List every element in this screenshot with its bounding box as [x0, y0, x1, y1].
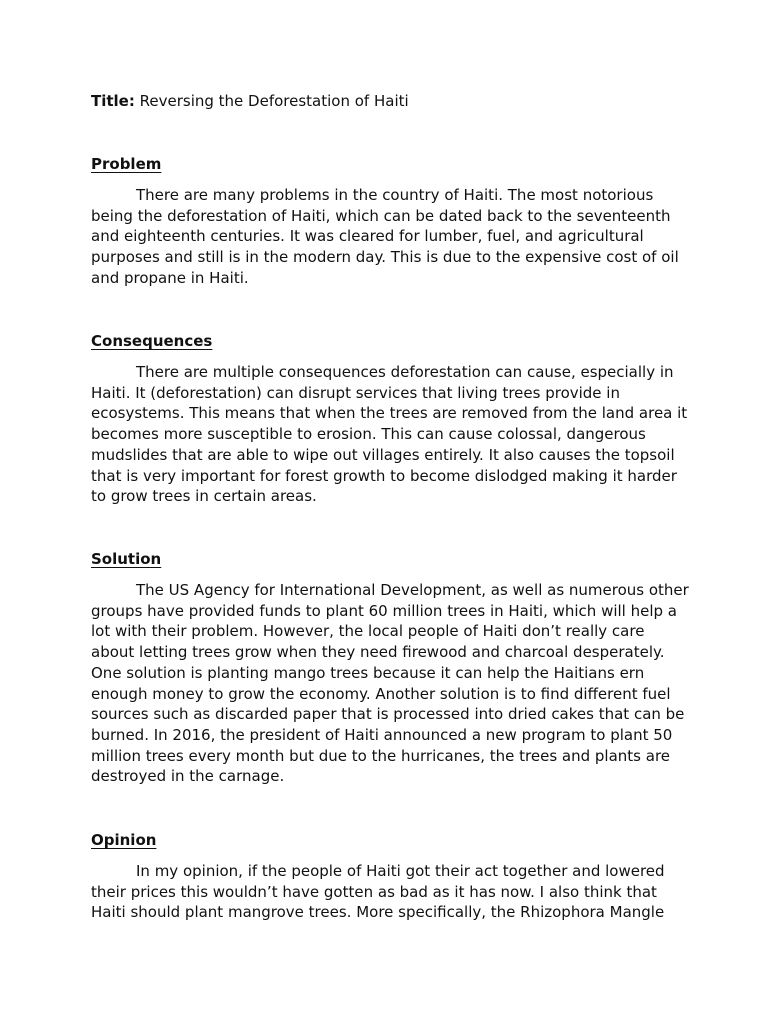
document-page	[91, 91, 691, 922]
document-title	[91, 91, 691, 112]
section-problem	[91, 154, 691, 289]
section-body-consequences: There are multiple consequences deforestation can cause, especially in Haiti. It (deforestation) can disrupt services that living trees provide in ecosystems. This means that when the trees are removed from the land area it becomes more susceptible to erosion. This can cause colossal, dangerous mudslides that are able to wipe out villages entirely. It also causes the topsoil that is very important for forest growth to become dislodged making it harder to grow trees in certain areas.	[91, 363, 688, 506]
section-opinion	[91, 830, 691, 923]
title-text: Reversing the Deforestation of Haiti	[139, 92, 409, 110]
section-heading-opinion: Opinion	[91, 831, 157, 849]
section-solution	[91, 549, 691, 787]
section-consequences	[91, 331, 691, 507]
section-body-problem: There are many problems in the country of Haiti. The most notorious being the deforestation of Haiti, which can be dated back to the seventeenth and eighteenth centuries. It was cleared for lumber, fuel, and agricultural purposes and still is in the modern day. This is due to the expensive cost of oil and propane in Haiti.	[91, 186, 679, 287]
section-heading-problem: Problem	[91, 155, 162, 173]
title-label: Title:	[91, 92, 135, 110]
section-heading-consequences: Consequences	[91, 332, 213, 350]
section-body-solution: The US Agency for International Development, as well as numerous other groups have provided funds to plant 60 million trees in Haiti, which will help a lot with their problem. However, the local people of Haiti don’t really care about letting trees grow when they need firewood and charcoal desperately. One solution is planting mango trees because it can help the Haitians ern enough money to grow the economy. Another solution is to find different fuel sources such as discarded paper that is processed into dried cakes that can be burned. In 2016, the president of Haiti announced a new program to plant 50 million trees every month but due to the hurricanes, the trees and plants are destroyed in the carnage.	[91, 581, 689, 786]
section-heading-solution: Solution	[91, 550, 162, 568]
section-body-opinion: In my opinion, if the people of Haiti got their act together and lowered their prices this wouldn’t have gotten as bad as it has now. I also think that Haiti should plant mangrove trees. More specifically, the Rhizophora Mangle	[91, 862, 665, 922]
